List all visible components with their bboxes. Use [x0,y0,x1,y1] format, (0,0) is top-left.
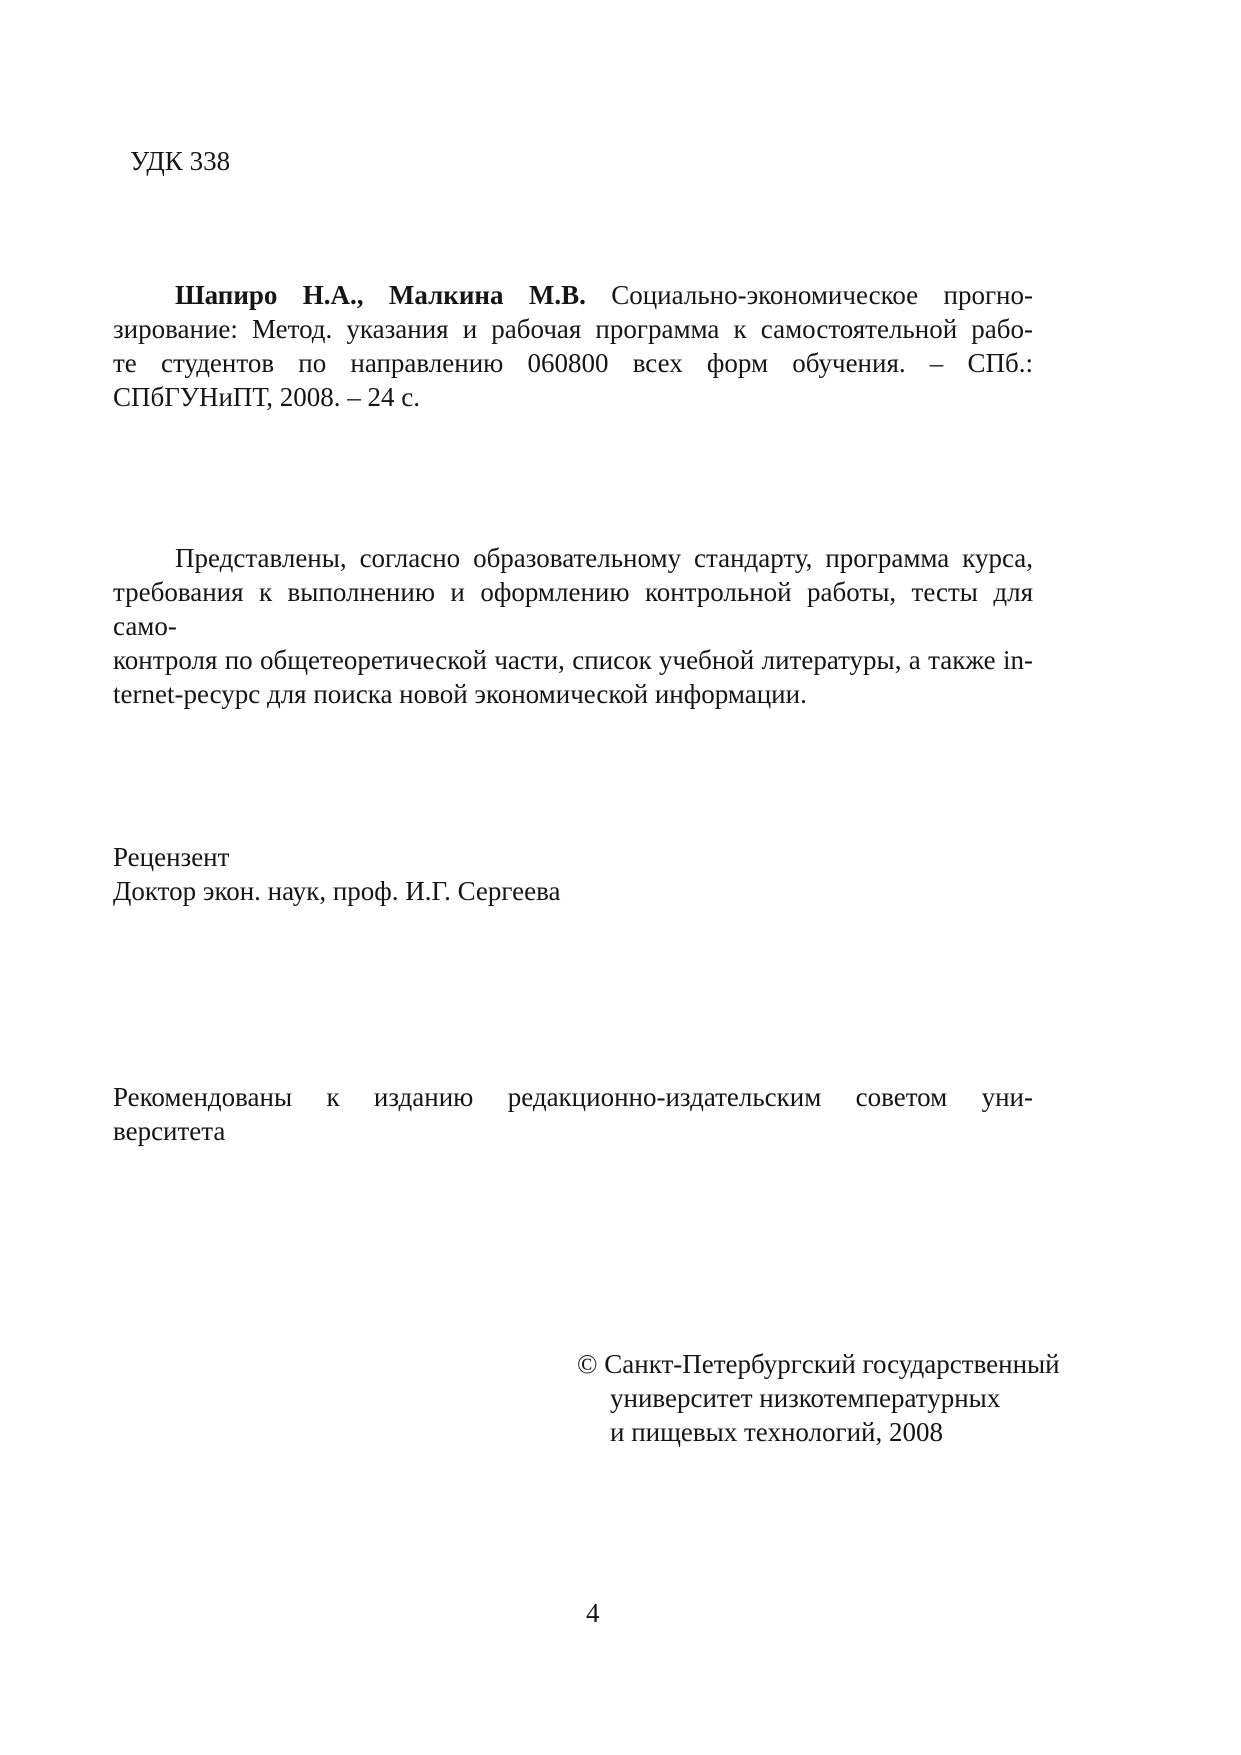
copyright-line: университет низкотемпературных [610,1383,1001,1413]
bibliography-line: те студентов по направлению 060800 всех форм обучения. – СПб.: [113,348,1033,378]
reviewer-name: Доктор экон. наук, проф. И.Г. Сергеева [113,876,561,906]
abstract-paragraph [113,541,1033,711]
bibliography-paragraph [113,278,1033,414]
copyright-notice [577,1347,1060,1449]
recommendation-line: верситета [113,1116,226,1146]
reviewer-label: Рецензент [113,842,230,872]
bibliography-line: зирование: Метод. указания и рабочая программа к самостоятельной рабо- [113,314,1033,344]
bibliography-title-text: Социально-экономическое прогно- [611,280,1033,310]
abstract-line: ternet-ресурс для поиска новой экономической информации. [113,679,807,709]
udk-code: УДК 338 [130,146,231,176]
copyright-line: и пищевых технологий, 2008 [610,1417,943,1447]
abstract-line: контроля по общетеоретической части, список учебной литературы, а также in- [113,645,1033,675]
copyright-line: © Санкт-Петербургский государственный [577,1349,1060,1379]
recommendation-line: Рекомендованы к изданию редакционно-издательским советом уни- [113,1082,1033,1112]
page-number: 4 [586,1598,600,1628]
abstract-line: Представлены, согласно образовательному стандарту, программа курса, [175,543,1033,573]
abstract-line: требования к выполнению и оформлению контрольной работы, тесты для само- [113,577,1033,641]
bibliography-line [113,278,1033,312]
author-names: Шапиро Н.А., Малкина М.В. [175,280,586,310]
bibliography-line: СПбГУНиПТ, 2008. – 24 с. [113,382,420,412]
reviewer-block [113,840,560,908]
recommendation-paragraph [113,1080,1033,1148]
